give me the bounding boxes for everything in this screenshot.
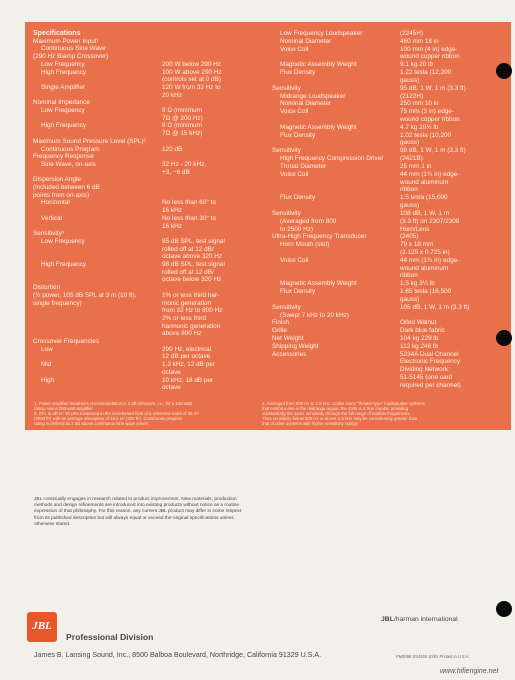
spec-label: Magnetic Assembly Weight [280,280,357,288]
spec-value: 1% or less third har- [162,291,220,299]
company-address: James B. Lansing Sound, Inc., 8500 Balboa Boulevard, Northridge, California 91329 U.S.A. [34,651,322,659]
spec-label: High [41,376,55,384]
harman-brand [381,616,458,623]
spec-label: Specifications [33,30,81,37]
spec-label: Crossover Frequencies [33,338,100,345]
spec-label: Voice Coil [280,108,309,116]
spec-value: 9.1 kg 20 lb [400,61,434,69]
spec-label: Single Amplifier [41,83,86,91]
spec-label: Sensitivity [272,84,301,92]
spec-value: 10 kHz, 18 dB per [162,376,214,384]
spec-value: 16 kHz [162,207,182,215]
spec-value: Oiled Walnut [400,319,437,327]
spec-label: Continuous Sine Wave [41,45,106,53]
spec-value: 95 dB, 1 W, 1 m (3.3 ft) [400,84,466,92]
spec-value: 2% or less third [162,314,207,322]
spec-value: wound aluminum [400,178,449,186]
spec-value: 104 kg 229 lb [400,334,439,342]
spec-label: (½ power, 105 dB SPL at 3 m (10 ft), [33,291,137,299]
spec-label: Voice Coil [280,170,309,178]
spec-label: High Frequency [41,68,87,76]
spec-value: 20 kHz [162,91,182,99]
spec-value: 32 Hz - 20 kHz, [162,160,207,168]
spec-value: 7Ω @ 15 kHz) [162,130,203,138]
spec-value: harmonic generation [162,322,221,330]
spec-label: points from on-axis) [33,191,90,199]
spec-label: High Frequency Compression Driver [280,155,384,163]
spec-label: Net Weight [272,334,304,342]
binder-hole [496,601,512,617]
spec-value: octave [162,384,181,392]
spec-label: Vertical [41,214,62,222]
spec-value: 460 mm 18 in [400,37,439,45]
spec-label: Horizontal [41,199,70,207]
footnote-line: Thus sensitivity below 500 Hz or above 2.5 kHz may be considerably greater than [262,416,418,422]
spec-value: 44 mm (1¾ in) edge- [400,170,460,178]
harman-text: /harman international [393,616,458,623]
spec-value: from 32 Hz to 800 Hz [162,307,223,315]
spec-label: single frequency) [33,299,82,307]
spec-value: 1.3 kHz, 12 dB per [162,361,215,369]
spec-value: 8 Ω (minimum [162,107,202,114]
spec-label: Low Frequency [41,60,85,68]
spec-value: Electronic Frequency [400,358,461,366]
spec-label: (290 Hz Biamp Crossover) [33,53,109,61]
spec-label: Flux Density [280,194,316,202]
spec-label: to 2500 Hz) [280,225,314,233]
footnote-line: rating is defined as 3 dB above continuous sine wave power. [34,421,150,427]
spec-label: Sensitivity [272,209,301,217]
watermark: www.hifiengine.net [440,668,499,675]
spec-value: 8 Ω (minimum [162,122,202,130]
spec-value: wound aluminum [400,264,449,272]
harman-jbl-mark: JBL [381,616,394,623]
footnote-line: rating, use a 200-watt amplifier. [34,406,94,412]
spec-value: No less than 60° to [162,199,217,207]
spec-value: 95 dB SPL, test signal [162,237,225,245]
spec-value: No less than 30° to [162,214,217,222]
spec-value: Horn/Lens [400,225,430,233]
spec-label: Grille [272,327,287,335]
spec-value: 44 mm (1¾ in) edge- [400,256,460,264]
spec-value: 120 dB [162,145,183,153]
spec-value: (3.3 ft) on 2307/2308 [400,217,460,225]
spec-label: Continuous Program [41,145,100,153]
spec-label: Distortion [33,284,60,292]
spec-label: Maximum Sound Pressure Level (SPL)² [33,137,146,145]
spec-label: Mid [41,361,52,369]
spec-value: 200 W below 290 Hz [162,60,221,68]
spec-label: Sensitivity³ [33,230,64,238]
spec-value: (controls set at 0 dB) [162,76,221,84]
footnote-line: substantially the same sensitivity through the full range of audible frequencies. [262,411,411,417]
spec-value: (2122H) [400,92,424,100]
footnotes-left [34,401,244,426]
spec-label: Magnetic Assembly Weight [280,61,357,69]
spec-label: (Averaged from 800 [280,217,337,225]
spec-value: 100 mm (4 in) edge- [400,45,458,53]
binder-hole [496,63,512,79]
spec-value: 112 kg 246 lb [400,342,438,350]
spec-label: Dispersion Angle [33,176,81,184]
spec-label: Throat Diameter [280,162,327,170]
jbl-logo [27,612,57,642]
spec-label: Magnetic Assembly Weight [280,123,357,131]
spec-label: High Frequency [41,261,87,268]
spec-value: 75 mm (3 in) edge- [400,108,454,116]
spec-label: Finish [272,319,290,327]
spec-value: ribbon [400,186,418,194]
spec-value: 1.5 kg 3¼ lb [400,280,435,288]
division-title: Professional Division [66,632,154,642]
spec-label: Sensitivity [272,147,301,155]
spec-value: 120 W from 32 Hz to [162,83,221,91]
spec-label: Flux Density [280,69,316,77]
spec-label: (Swept 7 kHz to 20 kHz) [280,311,349,319]
spec-value: (3.125 x 0.725 in) [400,248,450,256]
spec-value: 1.02 tesla (10,200 [400,131,452,139]
spec-value: 1.5 tesla (15,000 [400,194,448,202]
spec-value: 79 x 18 mm [400,241,434,249]
spec-value: 16 kHz [162,222,182,230]
spec-label: Maximum Power Input¹ [33,37,99,45]
spec-value: (2405) [400,233,419,241]
part-number: PM0095 SS4345 10/81 Printed in U.S.A. [396,654,470,659]
spec-value: +3, −6 dB [162,168,190,176]
spec-label: Low Frequency Loudspeaker [280,30,363,37]
spec-value: rolled off at 12 dB/ [162,245,214,253]
spec-value: octave below 320 Hz [162,276,222,284]
spec-label: Flux Density [280,288,316,296]
footnote-line: 1. Power amplifier headroom recommendation is 3 dB minimum, i.e., for a 100-watt [34,401,192,406]
spec-value: (2421B) [400,155,423,163]
spec-value: (2245H) [400,30,424,37]
spec-label: Voice Coil [280,45,309,53]
spec-value: ribbon [400,272,418,280]
spec-label: Low Frequency [41,107,85,114]
spec-value: 1.65 tesla (16,500 [400,288,452,296]
spec-label: Shipping Weight [272,342,319,350]
spec-label: (included between 6 dB [33,184,100,191]
footnote-line: (3000 ft³) with an average absorption of 18.6 m² (200 ft²). Continuous program [34,416,183,422]
spec-value: Dark blue fabric [400,327,445,335]
spec-value: above 800 Hz [162,330,202,338]
spec-value: 98 dB SPL, test signal [162,261,225,268]
spec-value: gauss) [400,76,420,84]
spec-value: octave [162,368,181,376]
spec-value: 290 Hz, electrical [162,345,212,353]
spec-label: High Frequency [41,122,87,130]
spec-value: Dividing Network: [400,366,450,374]
spec-value: 100 W above 290 Hz [162,68,222,76]
spec-value: wound copper ribbon [400,53,460,61]
spec-value: octave above 320 Hz [162,253,223,261]
binder-hole [496,330,512,346]
jbl-logo-text: JBL [32,620,52,632]
spec-label: Low [41,345,53,353]
spec-label: Nominal Diameter [280,100,332,108]
footnote-line: 2. SPL in dB re: 20 μPa measured in the reverberant field of a reference room of 85 m³ [34,411,199,417]
spec-label: Frequency Response [33,153,94,161]
spec-value: 7Ω @ 200 Hz) [162,114,203,122]
spec-label: Sensitivity [272,303,301,311]
spec-label: Ultra-High Frequency Transducer [272,233,367,241]
spec-value: 4.7 kg 10½ lb [400,123,439,131]
spec-label: Nominal Impedance [33,99,90,107]
spec-value: gauss) [400,295,420,303]
spec-value: 12 dB per octave [162,353,211,361]
spec-label: Horn Mouth (slot) [280,241,330,249]
spec-label: Sine Wave, on-axis [41,160,96,168]
spec-value: 1.22 tesla (12,200 [400,69,452,77]
spec-label: Flux Density [280,131,316,139]
spec-value: 5234A Dual Channel [400,350,459,358]
spec-value: 250 mm 10 in [400,100,439,108]
footnotes-right [262,401,500,426]
spec-value: wound copper ribbon [400,116,460,124]
spec-value: gauss) [400,139,420,147]
spec-value: monic generation [162,299,212,307]
spec-value: rolled off at 12 dB/ [162,268,214,276]
spec-value: 108 dB, 1 W, 1 m [400,209,450,217]
footnote-line: that exhibit a rise in the midrange region, the 4345 is a true monitor providing [262,406,409,412]
spec-label: Midrange Loudspeaker [280,92,346,100]
spec-value: 25 mm 1 in [400,162,432,170]
product-improvement-notice: JBL continually engages in research related to product improvement. New materials, production methods and design refinements are introduced into existing products without notice as a routine expression of that philosophy. For this reason, any current JBL product may differ in some respect from its published description but will always equal or exceed the original specifications unless otherwise stated. [34,497,242,527]
spec-label: Nominal Diameter [280,37,332,45]
spec-label: Low Frequency [41,237,85,245]
spec-value: gauss) [400,202,420,210]
spec-value: 98 dB, 1 W, 1 m (3.3 ft) [400,147,466,155]
spec-label: Voice Coil [280,256,309,264]
footnote-line: that of other systems with higher sensitivity ratings. [262,421,359,427]
spec-value: 51-5145 (one card [400,374,453,382]
footnote-line: 3. Averaged from 500 Hz to 2.5 kHz. Unlike many "theater-type" loudspeaker systems [262,401,425,406]
spec-value: 105 dB, 1 W, 1 m (3.3 ft) [400,303,470,311]
spec-label: Accessories [272,350,307,358]
spec-value: required per channel) [400,381,461,389]
